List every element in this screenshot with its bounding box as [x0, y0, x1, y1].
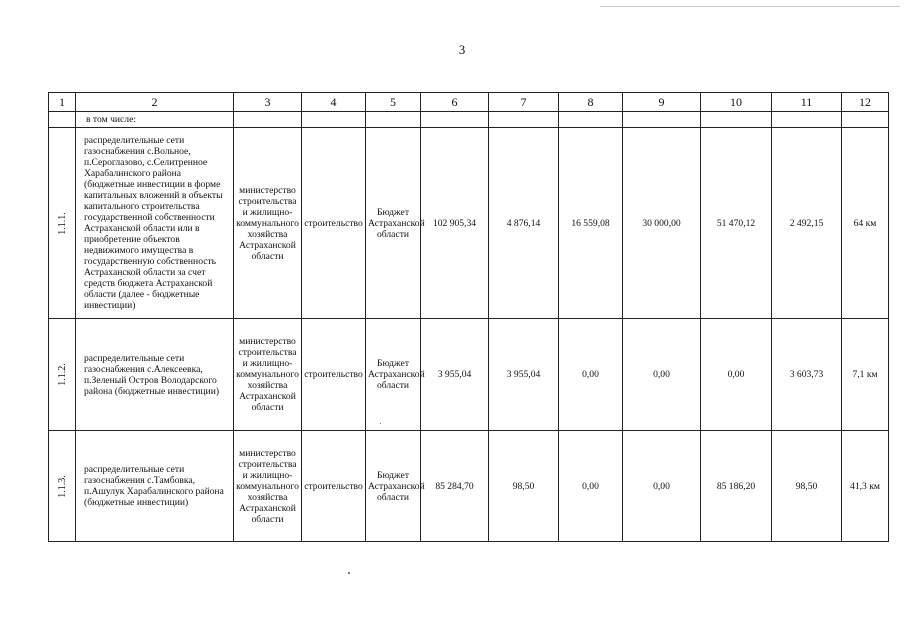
header-cell: 2 [76, 93, 234, 112]
empty-cell [701, 112, 772, 128]
value-col12: 64 км [842, 128, 889, 319]
scan-edge-line [600, 6, 900, 7]
header-cell: 3 [234, 93, 302, 112]
empty-cell [623, 112, 701, 128]
direction: строительство [302, 128, 366, 319]
header-cell: 8 [559, 93, 623, 112]
executor: министерство строительства и жилищно-коммунального хозяйства Астраханской области [234, 128, 302, 319]
value-col6: 3 955,04 [421, 319, 489, 431]
header-cell: 12 [842, 93, 889, 112]
table-row [49, 319, 889, 431]
empty-cell [772, 112, 842, 128]
header-cell: 11 [772, 93, 842, 112]
value-col10: 85 186,20 [701, 431, 772, 542]
funding-source: Бюджет Астраханской области [366, 319, 421, 431]
header-cell: 10 [701, 93, 772, 112]
empty-cell [49, 112, 76, 128]
scan-speck [348, 572, 350, 574]
value-col8: 0,00 [559, 319, 623, 431]
value-col7: 98,50 [489, 431, 559, 542]
direction: строительство [302, 319, 366, 431]
funding-source: Бюджет Астраханской области [366, 431, 421, 542]
budget-table [48, 92, 889, 542]
page-number: 3 [458, 42, 466, 57]
subheader-label: в том числе: [76, 112, 234, 128]
value-col8: 0,00 [559, 431, 623, 542]
value-col9: 0,00 [623, 319, 701, 431]
subheader-row [49, 112, 889, 128]
object-name: распределительные сети газоснабжения с.Тамбовка, п.Ашулук Харабалинского района (бюджетные инвестиции) [76, 431, 234, 542]
value-col7: 4 876,14 [489, 128, 559, 319]
header-cell: 9 [623, 93, 701, 112]
header-cell: 1 [49, 93, 76, 112]
value-col10: 0,00 [701, 319, 772, 431]
value-col6: 85 284,70 [421, 431, 489, 542]
value-col8: 16 559,08 [559, 128, 623, 319]
value-col9: 30 000,00 [623, 128, 701, 319]
value-col9: 0,00 [623, 431, 701, 542]
direction: строительство [302, 431, 366, 542]
executor: министерство строительства и жилищно-коммунального хозяйства Астраханской области [234, 319, 302, 431]
value-col12: 41,3 км [842, 431, 889, 542]
value-col11: 3 603,73 [772, 319, 842, 431]
header-cell: 7 [489, 93, 559, 112]
header-cell: 5 [366, 93, 421, 112]
header-cell: 4 [302, 93, 366, 112]
table-row [49, 128, 889, 319]
row-number-cell [49, 319, 76, 431]
empty-cell [302, 112, 366, 128]
row-number-cell [49, 128, 76, 319]
row-number: 1.1.1. [56, 211, 68, 235]
value-col6: 102 905,34 [421, 128, 489, 319]
empty-cell [489, 112, 559, 128]
value-col10: 51 470,12 [701, 128, 772, 319]
value-col11: 2 492,15 [772, 128, 842, 319]
empty-cell [366, 112, 421, 128]
value-col11: 98,50 [772, 431, 842, 542]
row-number: 1.1.3. [56, 474, 68, 498]
executor: министерство строительства и жилищно-коммунального хозяйства Астраханской области [234, 431, 302, 542]
header-cell: 6 [421, 93, 489, 112]
empty-cell [842, 112, 889, 128]
header-row [49, 93, 889, 112]
empty-cell [234, 112, 302, 128]
empty-cell [421, 112, 489, 128]
value-col12: 7,1 км [842, 319, 889, 431]
object-name: распределительные сети газоснабжения с.Алексеевка, п.Зеленый Остров Володарского района (бюджетные инвестиции) [76, 319, 234, 431]
table-row [49, 431, 889, 542]
object-name: распределительные сети газоснабжения с.Вольное, п.Сероглазово, с.Селитренное Харабалинского района (бюджетные инвестиции в форме капитальных вложений в объекты капитального строительства государственной собственности Астраханской области или в приобретение объектов недвижимого имущества в государственную собственность Астраханской области за счет средств бюджета Астраханской области (далее - бюджетные инвестиции) [76, 128, 234, 319]
row-number-cell [49, 431, 76, 542]
value-col7: 3 955,04 [489, 319, 559, 431]
row-number: 1.1.2. [56, 363, 68, 386]
funding-source: Бюджет Астраханской области [366, 128, 421, 319]
empty-cell [559, 112, 623, 128]
